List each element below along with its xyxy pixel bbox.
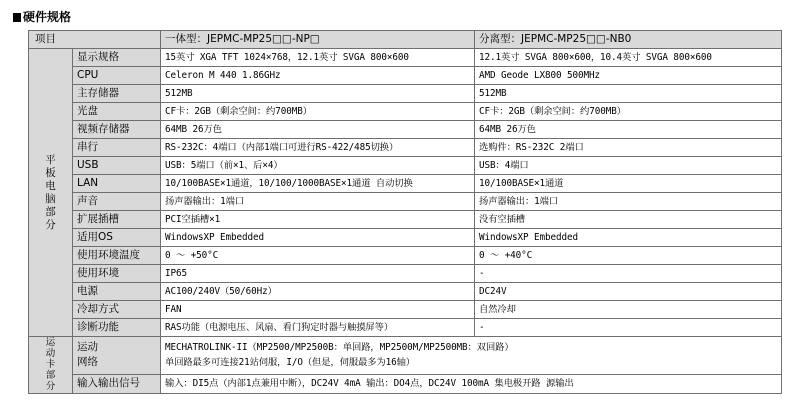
table-row (29, 229, 782, 247)
row-integrated-value: RS-232C：4端口（内部1端口可进行RS-422/485切换） (161, 139, 475, 157)
row-integrated-value: 64MB 26万色 (161, 121, 475, 139)
header-row (29, 31, 782, 49)
row-item-label: 显示规格 (73, 49, 161, 67)
table-row (29, 85, 782, 103)
row-integrated-value: 0 ～ +50°C (161, 247, 475, 265)
group-motion-card (29, 337, 73, 394)
row-integrated-value: WindowsXP Embedded (161, 229, 475, 247)
row-separated-value: 自然冷却 (475, 301, 782, 319)
row-motion-value: 输入：DI5点（内部1点兼用中断），DC24V 4mA 输出：DO4点，DC24V 100mA 集电极开路 源输出 (161, 374, 782, 393)
table-row (29, 319, 782, 337)
row-separated-value: 12.1英寸 SVGA 800×600，10.4英寸 SVGA 800×600 (475, 49, 782, 67)
table-row (29, 157, 782, 175)
row-item-label: 主存储器 (73, 85, 161, 103)
table-row (29, 374, 782, 393)
row-motion-value: MECHATROLINK-II（MP2500/MP2500B：单回路，MP2500M/MP2500MB：双回路） 单回路最多可连接21站伺服，I/O（但是，伺服最多为16轴） (161, 337, 782, 375)
section-title (13, 8, 71, 26)
row-item-label: 冷却方式 (73, 301, 161, 319)
group-motion-card-label: 运动卡部分 (45, 337, 56, 392)
table-row (29, 103, 782, 121)
row-integrated-value: CF卡：2GB（剩余空间：约700MB） (161, 103, 475, 121)
row-item-label: 使用环境 (73, 265, 161, 283)
row-integrated-value: IP65 (161, 265, 475, 283)
row-item-label: USB (73, 157, 161, 175)
header-separated: 分离型：JEPMC-MP25□□-NB0 (475, 31, 782, 49)
group-panel-pc (29, 49, 73, 337)
header-item: 项目 (29, 31, 161, 49)
table-row (29, 49, 782, 67)
row-item-label: LAN (73, 175, 161, 193)
table-row (29, 193, 782, 211)
row-item-label: 声音 (73, 193, 161, 211)
row-item-label: 运动 网络 (73, 337, 161, 375)
table-row (29, 265, 782, 283)
row-separated-value: AMD Geode LX800 500MHz (475, 67, 782, 85)
group-panel-pc-label: 平板电脑部分 (45, 153, 56, 231)
row-integrated-value: 扬声器输出：1端口 (161, 193, 475, 211)
row-item-label: 电源 (73, 283, 161, 301)
row-separated-value: CF卡：2GB（剩余空间：约700MB） (475, 103, 782, 121)
table-row (29, 211, 782, 229)
row-item-label: 输入输出信号 (73, 374, 161, 393)
table-row (29, 175, 782, 193)
table-row (29, 301, 782, 319)
row-separated-value: 512MB (475, 85, 782, 103)
section-title-text: 硬件规格 (23, 10, 72, 24)
table-row (29, 247, 782, 265)
row-item-label: 光盘 (73, 103, 161, 121)
row-item-label: 扩展插槽 (73, 211, 161, 229)
row-separated-value: 10/100BASE×1通道 (475, 175, 782, 193)
row-separated-value: 64MB 26万色 (475, 121, 782, 139)
table-row (29, 139, 782, 157)
table-row (29, 67, 782, 85)
row-integrated-value: PCI空插槽×1 (161, 211, 475, 229)
row-item-label: 视频存储器 (73, 121, 161, 139)
table-row (29, 121, 782, 139)
row-item-label: 使用环境温度 (73, 247, 161, 265)
row-integrated-value: RAS功能（电源电压、风扇、看门狗定时器与触摸屏等） (161, 319, 475, 337)
row-separated-value: WindowsXP Embedded (475, 229, 782, 247)
row-separated-value: USB：4端口 (475, 157, 782, 175)
hardware-spec-table (28, 30, 782, 394)
row-item-label: 串行 (73, 139, 161, 157)
row-separated-value: - (475, 319, 782, 337)
square-bullet-icon (13, 13, 21, 22)
table-row (29, 283, 782, 301)
header-integrated: 一体型：JEPMC-MP25□□-NP□ (161, 31, 475, 49)
row-item-label: CPU (73, 67, 161, 85)
row-separated-value: - (475, 265, 782, 283)
row-separated-value: 0 ～ +40°C (475, 247, 782, 265)
row-integrated-value: 10/100BASE×1通道，10/100/1000BASE×1通道 自动切换 (161, 175, 475, 193)
row-item-label: 适用OS (73, 229, 161, 247)
row-integrated-value: FAN (161, 301, 475, 319)
row-separated-value: DC24V (475, 283, 782, 301)
row-separated-value: 没有空插槽 (475, 211, 782, 229)
row-separated-value: 扬声器输出：1端口 (475, 193, 782, 211)
row-integrated-value: Celeron M 440 1.86GHz (161, 67, 475, 85)
row-integrated-value: 512MB (161, 85, 475, 103)
row-integrated-value: AC100/240V（50/60Hz） (161, 283, 475, 301)
table-row (29, 337, 782, 375)
row-integrated-value: 15英寸 XGA TFT 1024×768，12.1英寸 SVGA 800×600 (161, 49, 475, 67)
row-separated-value: 选购件：RS-232C 2端口 (475, 139, 782, 157)
row-integrated-value: USB：5端口（前×1、后×4） (161, 157, 475, 175)
row-item-label: 诊断功能 (73, 319, 161, 337)
